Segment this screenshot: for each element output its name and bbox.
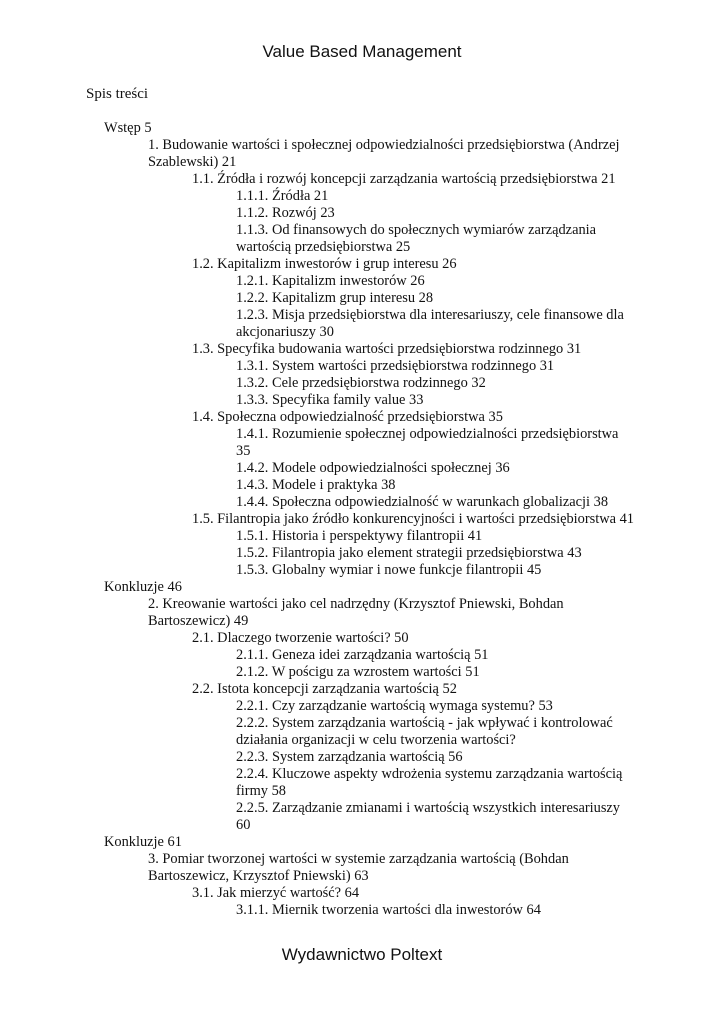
toc-entry: 1.3.3. Specyfika family value 33 — [236, 392, 424, 408]
toc-entry: 2. Kreowanie wartości jako cel nadrzędny (Krzysztof Pniewski, Bohdan Bartoszewicz) 49 — [148, 596, 564, 629]
toc-entry: 1.5. Filantropia jako źródło konkurencyjności i wartości przedsiębiorstwa 41 — [192, 511, 635, 527]
toc-entry: 1.5.2. Filantropia jako element strategii przedsiębiorstwa 43 — [236, 545, 582, 561]
page-footer-publisher: Wydawnictwo Poltext — [281, 945, 443, 964]
table-of-contents — [0, 120, 724, 919]
toc-entry: 3.1. Jak mierzyć wartość? 64 — [192, 885, 360, 901]
toc-entry: 1.3.2. Cele przedsiębiorstwa rodzinnego 32 — [236, 375, 486, 391]
toc-entry: 2.1.2. W pościgu za wzrostem wartości 51 — [236, 664, 480, 680]
toc-entry: 2.2.1. Czy zarządzanie wartością wymaga systemu? 53 — [236, 698, 553, 714]
toc-entry: 2.2.5. Zarządzanie zmianami i wartością wszystkich interesariuszy 60 — [236, 800, 621, 833]
toc-entry: 2.1.1. Geneza idei zarządzania wartością 51 — [236, 647, 489, 663]
toc-entry: Konkluzje 46 — [104, 579, 182, 595]
toc-entry: 1.2. Kapitalizm inwestorów i grup interesu 26 — [192, 256, 457, 272]
toc-entry: 1.4.4. Społeczna odpowiedzialność w warunkach globalizacji 38 — [236, 494, 609, 510]
toc-entry: 3. Pomiar tworzonej wartości w systemie zarządzania wartością (Bohdan Bartoszewicz, Krzysztof Pniewski) 63 — [148, 851, 569, 884]
toc-entry: 2.1. Dlaczego tworzenie wartości? 50 — [192, 630, 409, 646]
toc-entry: 1.4.1. Rozumienie społecznej odpowiedzialności przedsiębiorstwa 35 — [236, 426, 619, 459]
toc-entry: 2.2. Istota koncepcji zarządzania wartością 52 — [192, 681, 457, 697]
toc-entry: 1.1.3. Od finansowych do społecznych wymiarów zarządzania wartością przedsiębiorstwa 25 — [236, 222, 597, 255]
toc-entry: 1.2.3. Misja przedsiębiorstwa dla interesariuszy, cele finansowe dla akcjonariuszy 30 — [236, 307, 624, 340]
toc-entry: 1.4.3. Modele i praktyka 38 — [236, 477, 396, 493]
toc-heading: Spis treści — [86, 86, 149, 102]
toc-entry: 1.2.1. Kapitalizm inwestorów 26 — [236, 273, 425, 289]
toc-entry: 1.4. Społeczna odpowiedzialność przedsiębiorstwa 35 — [192, 409, 503, 425]
toc-entry: 2.2.2. System zarządzania wartością - jak wpływać i kontrolować działania organizacji w celu tworzenia wartości? — [236, 715, 613, 748]
toc-entry: 1.4.2. Modele odpowiedzialności społecznej 36 — [236, 460, 510, 476]
toc-entry: Konkluzje 61 — [104, 834, 182, 850]
toc-entry: 1.5.1. Historia i perspektywy filantropii 41 — [236, 528, 483, 544]
toc-entry: 1.1. Źródła i rozwój koncepcji zarządzania wartością przedsiębiorstwa 21 — [192, 171, 616, 187]
toc-entry: 3.1.1. Miernik tworzenia wartości dla inwestorów 64 — [236, 902, 541, 918]
toc-entry: 1.3.1. System wartości przedsiębiorstwa rodzinnego 31 — [236, 358, 555, 374]
page-header-title: Value Based Management — [262, 42, 462, 61]
toc-entry: 1.1.1. Źródła 21 — [236, 188, 329, 204]
toc-entry: 1.1.2. Rozwój 23 — [236, 205, 335, 221]
toc-entry: 2.2.4. Kluczowe aspekty wdrożenia systemu zarządzania wartością firmy 58 — [236, 766, 623, 799]
toc-entry: 1.2.2. Kapitalizm grup interesu 28 — [236, 290, 434, 306]
toc-entry: 1. Budowanie wartości i społecznej odpowiedzialności przedsiębiorstwa (Andrzej Szablewski) 21 — [148, 137, 620, 170]
toc-entry: 1.5.3. Globalny wymiar i nowe funkcje filantropii 45 — [236, 562, 542, 578]
toc-entry: 2.2.3. System zarządzania wartością 56 — [236, 749, 463, 765]
toc-entry: Wstęp 5 — [104, 120, 152, 136]
toc-entry: 1.3. Specyfika budowania wartości przedsiębiorstwa rodzinnego 31 — [192, 341, 582, 357]
